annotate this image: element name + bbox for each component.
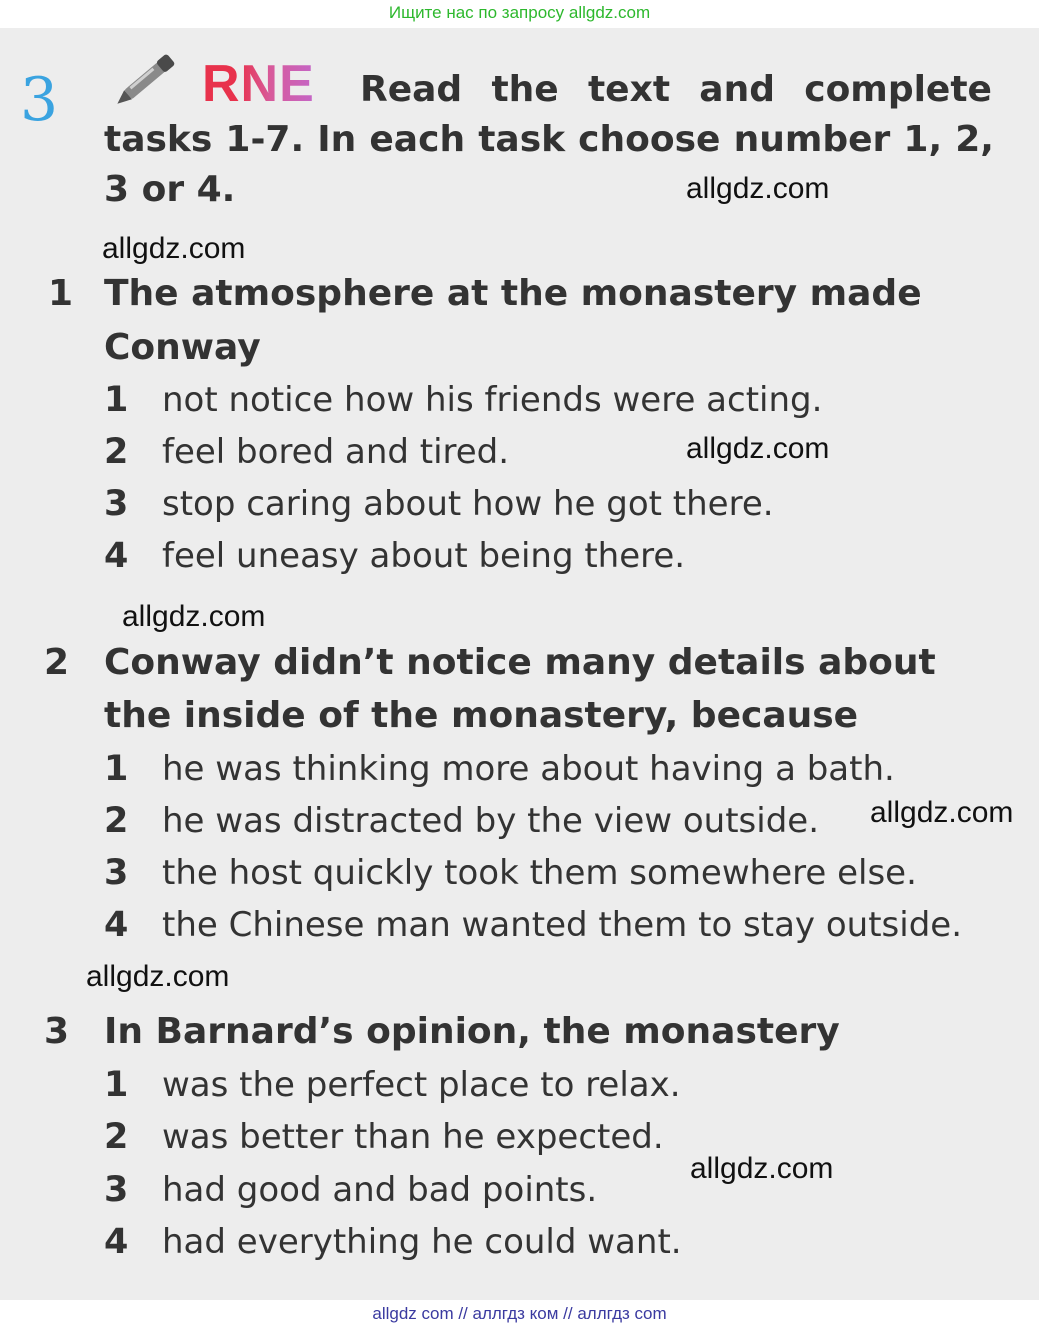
option-number: 2: [104, 1117, 129, 1157]
instruction-line-1: [360, 69, 992, 110]
question-text: Conway: [104, 327, 261, 368]
option-number: 2: [104, 801, 129, 841]
question-text: In Barnard’s opinion, the monastery: [104, 1011, 840, 1052]
instruction-line-2: [104, 119, 994, 160]
exercise-number: 3: [20, 65, 59, 135]
option-number: 1: [104, 1065, 129, 1105]
instruction-word: the: [491, 69, 559, 110]
instruction-word: In: [317, 119, 357, 160]
top-banner: Ищите нас по запросу allgdz.com: [388, 3, 651, 22]
instruction-line-3: 3 or 4.: [104, 169, 236, 210]
option-number: 2: [104, 432, 129, 472]
option-text: was the perfect place to relax.: [162, 1065, 681, 1105]
rne-badge: RNE: [202, 55, 315, 113]
option-number: 3: [104, 1170, 129, 1210]
option-text: he was distracted by the view outside.: [162, 801, 820, 841]
watermark: allgdz.com: [102, 232, 246, 265]
option-text: stop caring about how he got there.: [162, 484, 774, 524]
option-number: 4: [104, 536, 129, 576]
question-number: 1: [48, 273, 74, 314]
watermark: allgdz.com: [86, 960, 230, 993]
instruction-word: complete: [804, 69, 992, 110]
option-text: the Chinese man wanted them to stay outside.: [162, 905, 963, 945]
instruction-word: choose: [578, 119, 721, 160]
option-text: had good and bad points.: [162, 1170, 598, 1210]
option-text: not notice how his friends were acting.: [162, 380, 823, 420]
option-number: 3: [104, 853, 129, 893]
instruction-word: tasks: [104, 119, 213, 160]
instruction-word: and: [699, 69, 775, 110]
option-text: he was thinking more about having a bath.: [162, 749, 895, 789]
instruction-word: text: [587, 69, 671, 110]
question-text: The atmosphere at the monastery made: [104, 273, 922, 314]
bottom-banner: allgdz com // аллгдз ком // аллгдз com: [372, 1304, 667, 1323]
option-number: 1: [104, 749, 129, 789]
instruction-word: 2,: [955, 119, 994, 160]
option-text: had everything he could want.: [162, 1222, 682, 1262]
option-number: 4: [104, 1222, 129, 1262]
option-number: 3: [104, 484, 129, 524]
option-text: the host quickly took them somewhere else.: [162, 853, 917, 893]
instruction-word: Read: [360, 69, 463, 110]
option-text: feel uneasy about being there.: [162, 536, 686, 576]
watermark: allgdz.com: [122, 600, 266, 633]
instruction-word: 1,: [903, 119, 943, 160]
watermark: allgdz.com: [870, 796, 1014, 829]
question-text: the inside of the monastery, because: [104, 695, 859, 736]
option-number: 4: [104, 905, 129, 945]
instruction-word: task: [478, 119, 566, 160]
option-number: 1: [104, 380, 129, 420]
question-number: 3: [44, 1011, 70, 1052]
option-text: was better than he expected.: [162, 1117, 664, 1157]
watermark: allgdz.com: [686, 172, 830, 205]
instruction-word: 1-7.: [225, 119, 305, 160]
instruction-word: number: [733, 119, 891, 160]
option-text: feel bored and tired.: [162, 432, 510, 472]
question-number: 2: [44, 642, 70, 683]
watermark: allgdz.com: [686, 432, 830, 465]
instruction-word: each: [369, 119, 466, 160]
pen-icon: [108, 42, 188, 114]
watermark: allgdz.com: [690, 1152, 834, 1185]
question-text: Conway didn’t notice many details about: [104, 642, 936, 683]
